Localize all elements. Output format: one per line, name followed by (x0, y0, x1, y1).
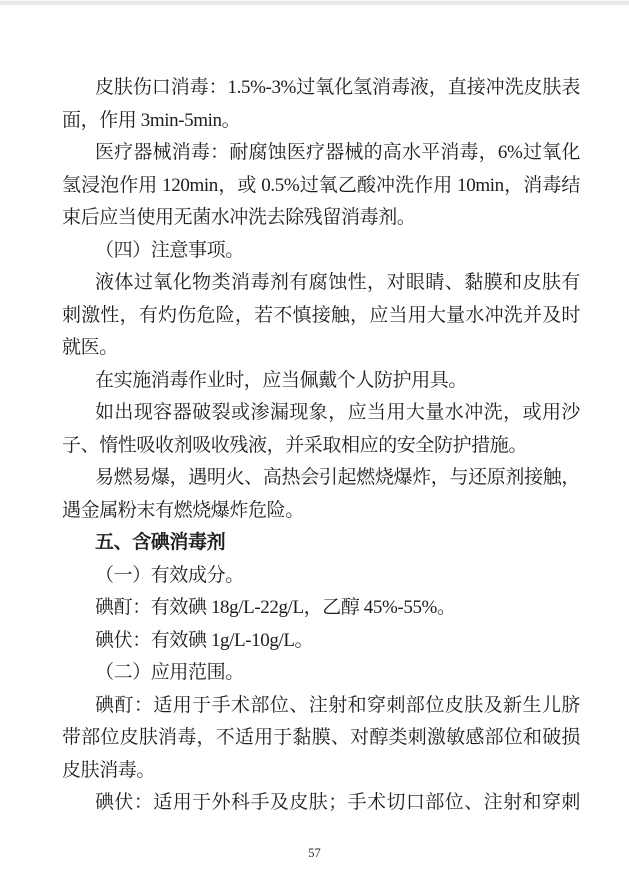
text-line: 子、惰性吸收剂吸收残液，并采取相应的安全防护措施。 (62, 434, 528, 456)
text-line: 皮肤消毒。 (62, 759, 156, 781)
text-line: 遇金属粉末有燃烧爆炸危险。 (62, 499, 304, 521)
text-line: 液体过氧化物类消毒剂有腐蚀性，对眼睛、黏膜和皮肤有 (95, 272, 580, 293)
text-line: 碘酊：有效碘 18g/L-22g/L，乙醇 45%-55%。 (95, 597, 456, 618)
text-line: 面，作用 3min-5min。 (62, 109, 241, 131)
text-line: 皮肤伤口消毒：1.5%-3%过氧化氢消毒液，直接冲洗皮肤表 (95, 77, 580, 98)
text-line: （二）应用范围。 (95, 662, 244, 683)
page-number: 57 (308, 846, 321, 860)
text-line: 碘伏：有效碘 1g/L-10g/L。 (95, 629, 314, 651)
text-line: 易燃易爆，遇明火、高热会引起燃烧爆炸，与还原剂接触， (95, 467, 580, 488)
text-line: 碘伏：适用于外科手及皮肤；手术切口部位、注射和穿刺 (95, 792, 580, 813)
text-line: （四）注意事项。 (95, 239, 244, 261)
text-line: 束后应当使用无菌水冲洗去除残留消毒剂。 (62, 207, 416, 228)
text-line: 带部位皮肤消毒，不适用于黏膜、对醇类刺激敏感部位和破损 (62, 727, 580, 748)
text-line: 如出现容器破裂或渗漏现象，应当用大量水冲洗，或用沙 (95, 402, 580, 423)
page-top-edge (0, 0, 629, 6)
text-line: 医疗器械消毒：耐腐蚀医疗器械的高水平消毒，6%过氧化 (95, 142, 580, 163)
text-line: （一）有效成分。 (95, 564, 244, 586)
text-line: 刺激性，有灼伤危险，若不慎接触，应当用大量水冲洗并及时 (62, 304, 580, 326)
section-heading: 五、含碘消毒剂 (95, 532, 226, 553)
text-line: 就医。 (62, 337, 118, 358)
text-line: 在实施消毒作业时，应当佩戴个人防护用具。 (95, 369, 468, 391)
text-line: 氢浸泡作用 120min，或 0.5%过氧乙酸冲洗作用 10min，消毒结 (62, 174, 580, 196)
text-line: 碘酊：适用于手术部位、注射和穿刺部位皮肤及新生儿脐 (95, 694, 580, 716)
document-body (62, 72, 580, 820)
